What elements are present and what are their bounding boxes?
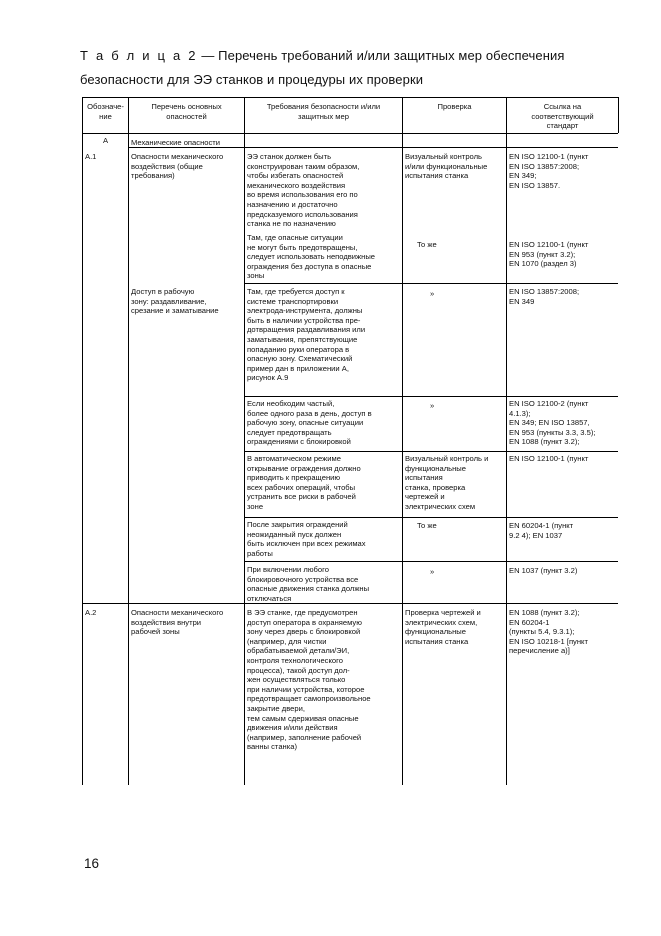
row-a1-ref-2: EN ISO 12100-1 (пункт EN 953 (пункт 3.2); EN 1070 (раздел 3)	[509, 240, 589, 269]
row-a1-req-4: Если необходим частый, более одного раза в день, доступ в рабочую зону, опасные ситуации следует предотвращать ограждениями с блокировкой	[247, 399, 372, 447]
row-a1-check-2: То же	[417, 240, 437, 249]
row-a2-hazard: Опасности механического воздействия внутри рабочей зоны	[131, 608, 224, 637]
caption-line-2: безопасности для ЭЭ станков и процедуры их проверки	[80, 72, 424, 87]
table-label: Т а б л и ц а 2	[80, 48, 198, 63]
caption-line-1: — Перечень требований и/или защитных мер обеспечения	[197, 48, 565, 63]
header-verification: Проверка	[437, 102, 472, 111]
header-standard-ref: Ссылка на соответствующий стандарт	[531, 102, 594, 131]
row-a1-check-7: »	[430, 567, 435, 576]
row-a1-check-6: То же	[417, 521, 437, 530]
row-a2-req: В ЭЭ станке, где предусмотрен доступ оператора в охраняемую зону через дверь с блокировкой (например, для чистки обрабатываемой детали/ЭИ, контроля технологического процесса), такой доступ дол- жен осуществляться только при наличии устройства, которое предотвращает самопроизвольное закрытие двери, тем самым сдерживая опасные движения и/или действия (например, заполнение рабочей ванны станка)	[247, 608, 371, 752]
section-name: Механические опасности	[131, 138, 221, 147]
row-a1-req-2: Там, где опасные ситуации не могут быть предотвращены, следует использовать неподвижные ограждения без доступа в опасные зоны	[247, 233, 375, 281]
section-code: А	[102, 136, 109, 145]
row-a1-hazard: Опасности механического воздействия (общие требования)	[131, 152, 224, 181]
row-a1-check-4: »	[430, 401, 435, 410]
row-a1-req-7: При включении любого блокировочного устройства все опасные движения станка должны отключаться	[247, 565, 370, 603]
row-a1-check-5: Визуальный контроль и функциональные испытания станка, проверка чертежей и электрических схем	[405, 454, 489, 511]
row-a2-code: А.2	[85, 608, 97, 617]
row-a1-req-6: После закрытия ограждений неожиданный пуск должен быть исключен при всех режимах работы	[247, 520, 366, 558]
row-a1-ref-1: EN ISO 12100-1 (пункт EN ISO 13857:2008; EN 349; EN ISO 13857.	[509, 152, 589, 190]
row-a1-hazard-access: Доступ в рабочую зону: раздавливание, срезание и заматывание	[131, 287, 219, 316]
header-designation: Обозначе- ние	[87, 102, 124, 121]
row-a1-ref-5: EN ISO 12100-1 (пункт	[509, 454, 589, 463]
row-a1-ref-4: EN ISO 12100-2 (пункт 4.1.3); EN 349; EN ISO 13857, EN 953 (пункты 3.3, 3.5); EN 1088 (пункт 3.2);	[509, 399, 596, 447]
header-hazards: Перечень основных опасностей	[151, 102, 222, 121]
row-a1-ref-3: EN ISO 13857:2008; EN 349	[509, 287, 580, 306]
page-number: 16	[84, 856, 100, 871]
row-a1-ref-6: EN 60204-1 (пункт 9.2 4); EN 1037	[509, 521, 574, 540]
row-a1-req-5: В автоматическом режиме открывание ограждения должно приводить к прекращению всех рабочих операций, чтобы устранить все риски в рабочей зоне	[247, 454, 361, 511]
row-a2-check: Проверка чертежей и электрических схем, функциональные испытания станка	[405, 608, 481, 646]
row-a1-req-3: Там, где требуется доступ к системе транспортировки электрода-инструмента, должны быть в наличии устройства пре- дотвращения раздавливания или заматывания, препятствующие попаданию руки оператора в опасную зону. Схематический пример дан в приложении А, рисунок А.9	[247, 287, 366, 383]
row-a2-ref: EN 1088 (пункт 3.2); EN 60204-1 (пункты 5.4, 9.3.1); EN ISO 10218-1 [пункт перечисление а)]	[509, 608, 588, 656]
row-a1-req-1: ЭЭ станок должен быть сконструирован таким образом, чтобы избегать опасностей механического воздействия во время использования его по назначению и достаточно предсказуемого использования станка не по назначению	[247, 152, 360, 229]
row-a1-check-1: Визуальный контроль и/или функциональные испытания станка	[405, 152, 488, 181]
row-a1-check-3: »	[430, 289, 435, 298]
header-requirements: Требования безопасности и/или защитных мер	[266, 102, 381, 121]
row-a1-code: А.1	[85, 152, 97, 161]
table-caption	[80, 44, 625, 92]
row-a1-ref-7: EN 1037 (пункт 3.2)	[509, 566, 578, 575]
